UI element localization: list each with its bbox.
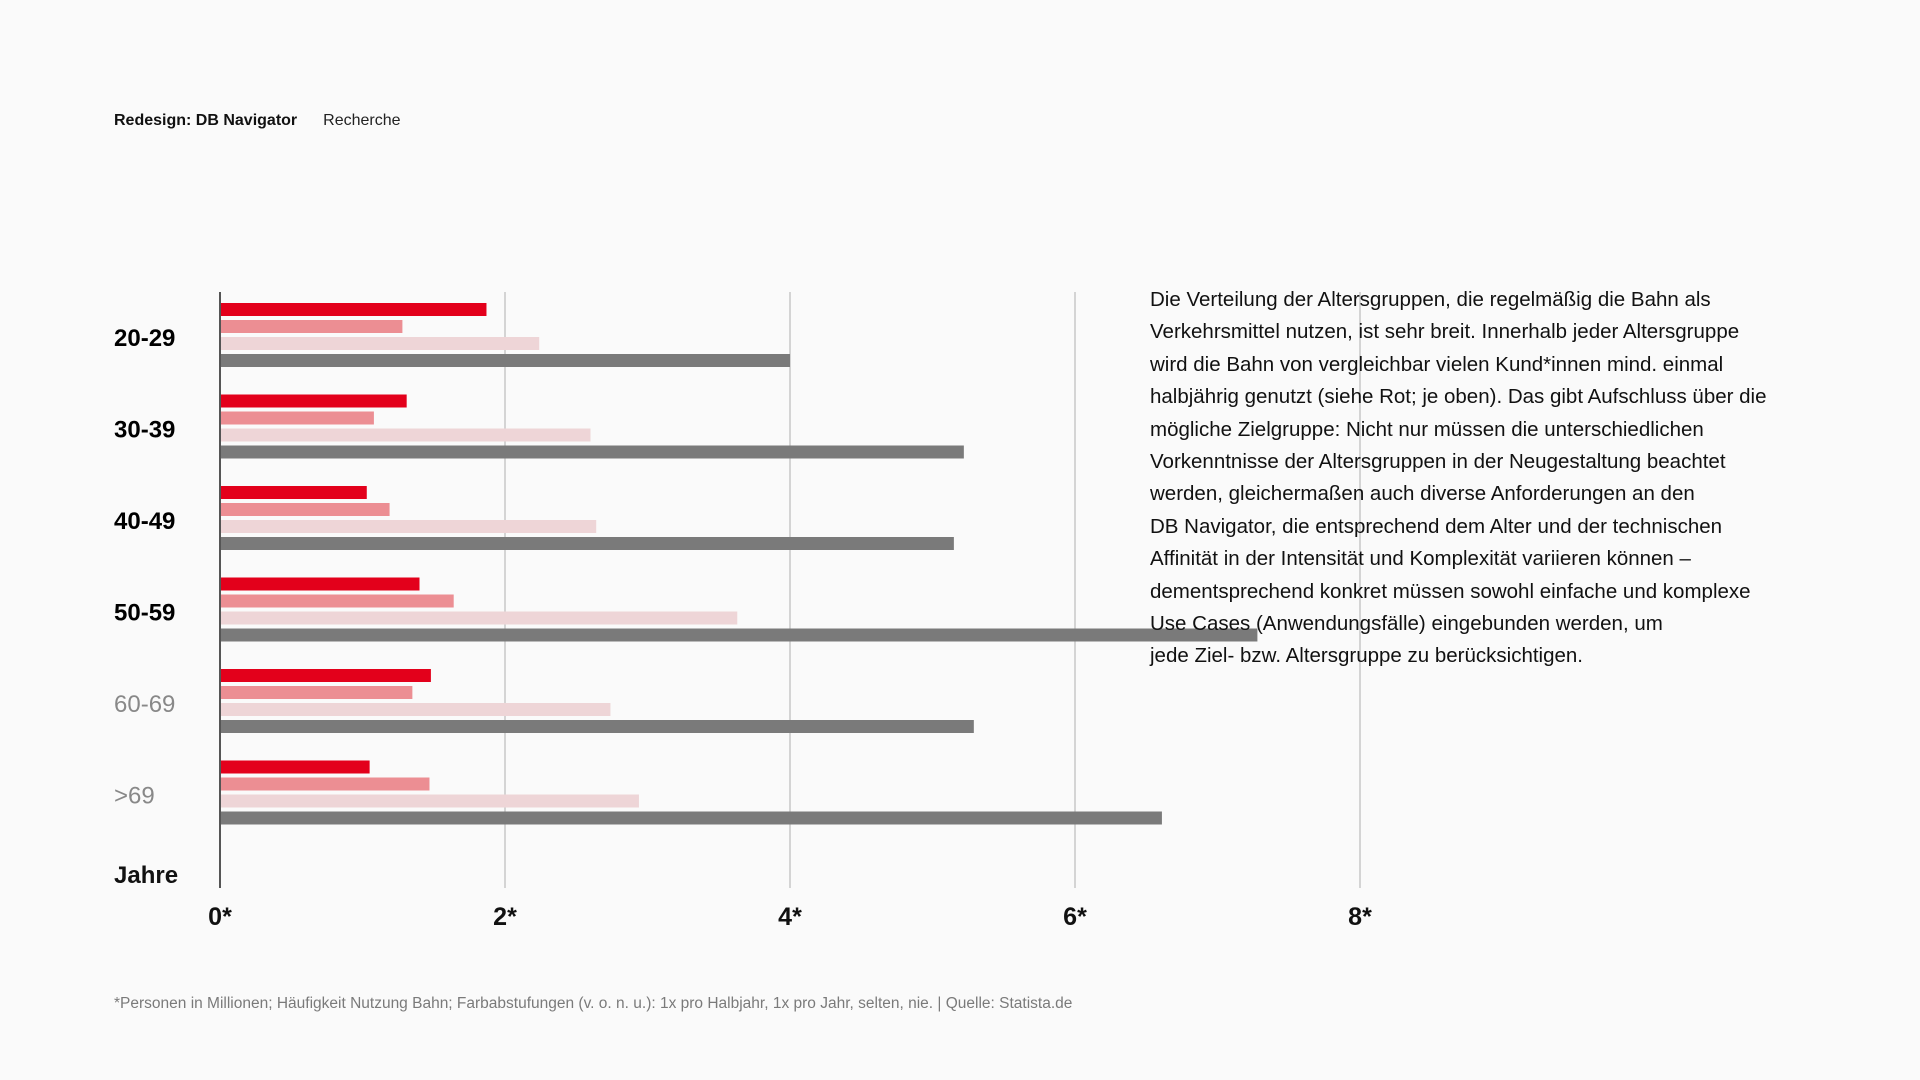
bar-60-69-4 (220, 720, 974, 733)
section-title: Recherche (323, 112, 401, 129)
category-label->69: >69 (114, 782, 155, 810)
category-label-40-49: 40-49 (114, 508, 176, 535)
bar-30-39-4 (220, 446, 964, 459)
bar->69-4 (220, 812, 1162, 825)
x-tick-label-0: 0* (208, 903, 232, 931)
bar-50-59-3 (220, 612, 737, 625)
bar-40-49-3 (220, 520, 596, 533)
footnote: *Personen in Millionen; Häufigkeit Nutzung Bahn; Farbabstufungen (v. o. n. u.): 1x pro Halbjahr, 1x pro Jahr, selten, nie. | Quelle: Statista.de (114, 995, 1073, 1012)
description-text: Die Verteilung der Altersgruppen, die regelmäßig die Bahn als Verkehrsmittel nutzen, ist sehr breit. Innerhalb jeder Altersgruppe wird die Bahn von vergleichbar vielen Kund*innen mind. einmal halbjährig genutzt (siehe Rot; je oben). Das gibt Aufschluss über die mögliche Zielgruppe: Nicht nur müssen die unterschiedlichen Vorkenntnisse der Altersgruppen in der Neugestaltung beachtet werden, gleichermaßen auch diverse Anforderungen an den DB Navigator, die entsprechend dem Alter und der technischen Affinität in der Intensität und Komplexität variieren können – dementsprechend konkret müssen sowohl einfache und komplexe Use Cases (Anwendungsfälle) eingebunden werden, um jede Ziel- bzw. Altersgruppe zu berücksichtigen. (1150, 288, 1767, 668)
bar-30-39-1 (220, 395, 407, 408)
x-tick-label-6: 6* (1063, 903, 1087, 931)
bar-50-59-1 (220, 578, 420, 591)
x-tick-label-2: 2* (493, 903, 517, 931)
category-label-50-59: 50-59 (114, 599, 176, 627)
x-tick-label-4: 4* (778, 903, 802, 931)
bar->69-3 (220, 795, 639, 808)
category-label-30-39: 30-39 (114, 416, 176, 444)
bar-20-29-3 (220, 337, 539, 350)
bar-60-69-3 (220, 703, 610, 716)
category-label-20-29: 20-29 (114, 325, 176, 352)
bar-30-39-2 (220, 412, 374, 425)
bar->69-2 (220, 778, 429, 791)
bar-20-29-2 (220, 320, 402, 333)
bar-40-49-4 (220, 537, 954, 550)
bar-40-49-2 (220, 503, 390, 516)
category-label-60-69: 60-69 (114, 691, 176, 718)
bar-50-59-2 (220, 595, 454, 608)
bar-60-69-1 (220, 669, 431, 682)
bar-50-59-4 (220, 629, 1257, 642)
x-tick-label-8: 8* (1348, 903, 1372, 931)
bar-60-69-2 (220, 686, 412, 699)
bar-40-49-1 (220, 486, 367, 499)
category-axis-label: Jahre (114, 862, 179, 889)
project-title: Redesign: DB Navigator (114, 112, 298, 129)
bar-20-29-4 (220, 354, 790, 367)
bar->69-1 (220, 761, 370, 774)
bar-20-29-1 (220, 303, 486, 316)
bar-30-39-3 (220, 429, 591, 442)
